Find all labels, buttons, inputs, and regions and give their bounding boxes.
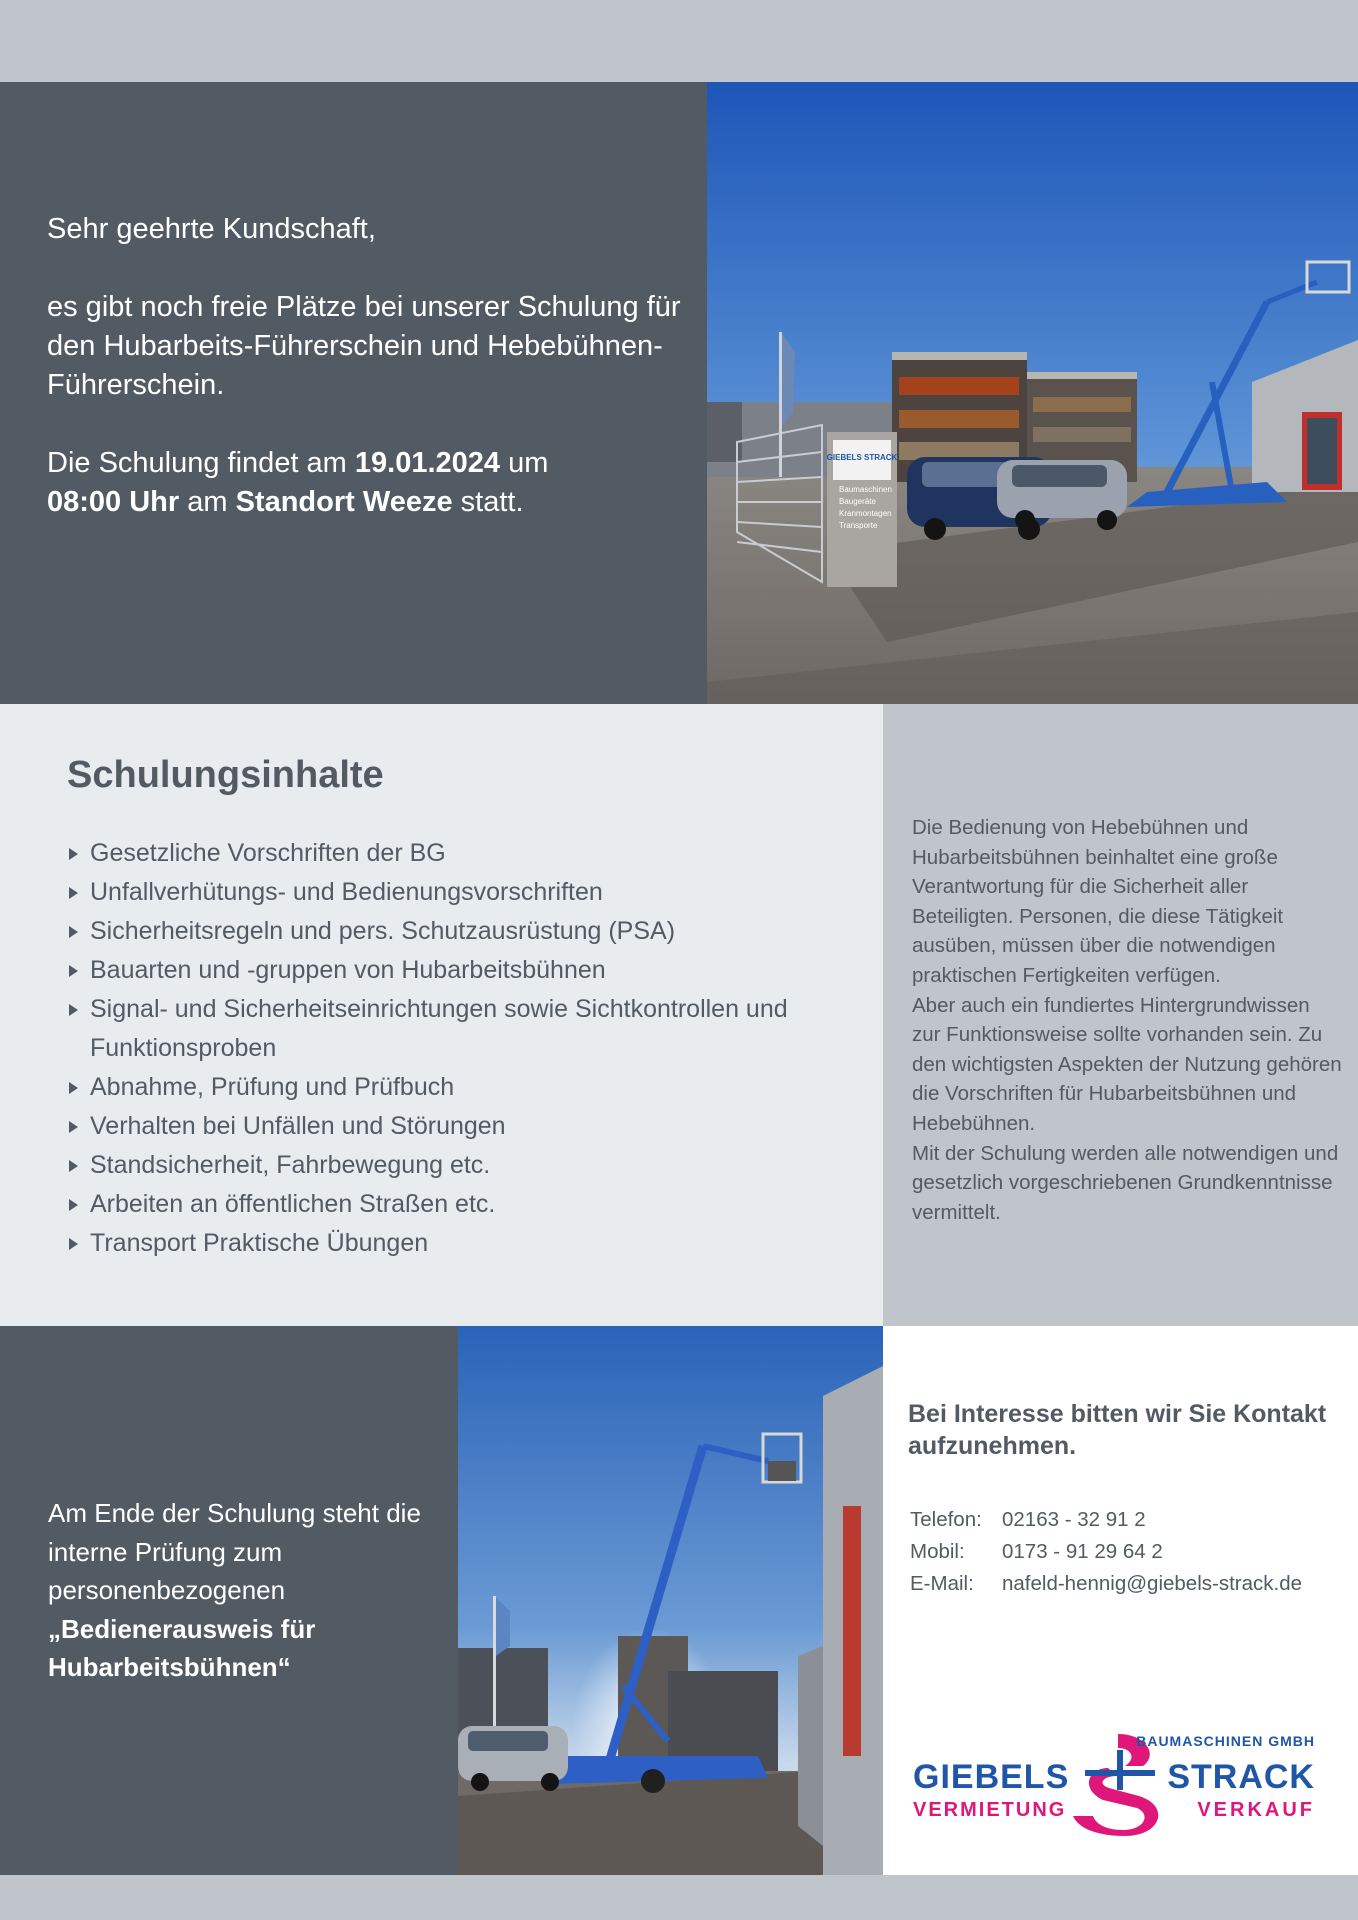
intro-text — [47, 210, 687, 561]
training-time: 08:00 Uhr — [47, 486, 180, 518]
contact-panel — [883, 1326, 1358, 1875]
exam-description: Am Ende der Schulung steht die interne Prüfung zum personenbezogenen — [48, 1498, 421, 1605]
yard-photo — [707, 82, 1358, 704]
schedule-suffix: statt. — [452, 486, 524, 518]
content-item: Unfallverhütungs- und Bedienungsvorschriften — [67, 873, 847, 912]
contact-heading: Bei Interesse bitten wir Sie Kontakt aufzunehmen. — [908, 1400, 1327, 1460]
phone-label: Telefon: — [910, 1508, 982, 1531]
sign-line-4: Transporte — [839, 521, 878, 530]
phone-number[interactable]: 02163 - 32 91 2 — [1002, 1508, 1146, 1531]
description-p1: Die Bedienung von Hebebühnen und Hubarbeitsbühnen beinhaltet eine große Verantwortung für die Sicherheit aller Beteiligten. Personen, die diese Tätigkeit ausüben, müssen über die notwendigen praktischen Fertigkeiten verfügen. — [912, 816, 1284, 987]
mobile-label: Mobil: — [910, 1540, 965, 1563]
intro-message: es gibt noch freie Plätze bei unserer Schulung für den Hubarbeits-Führerschein und Hebebühnen-Führerschein. — [47, 291, 681, 401]
content-item: Arbeiten an öffentlichen Straßen etc. — [67, 1185, 847, 1224]
content-item: Gesetzliche Vorschriften der BG — [67, 834, 847, 873]
location-prefix: am — [179, 486, 236, 518]
content-item: Sicherheitsregeln und pers. Schutzausrüstung (PSA) — [67, 912, 847, 951]
content-item: Abnahme, Prüfung und Prüfbuch — [67, 1068, 847, 1107]
mobile-row — [910, 1536, 1302, 1568]
sign-brand: GIEBELS STRACK — [826, 453, 898, 462]
email-label: E-Mail: — [910, 1572, 974, 1595]
content-list — [67, 834, 847, 1263]
logo-name-left: GIEBELS — [913, 1758, 1070, 1796]
bottom-band — [0, 1875, 1358, 1920]
time-prefix: um — [500, 447, 549, 479]
logo-name-right: STRACK — [1167, 1758, 1315, 1796]
certificate-name: „Bedienerausweis für Hubarbeitsbühnen“ — [48, 1613, 316, 1682]
email-link[interactable]: nafeld-hennig@giebels-strack.de — [1002, 1572, 1303, 1595]
sign-line-1: Baumaschinen — [839, 485, 892, 494]
greeting: Sehr geehrte Kundschaft, — [47, 213, 376, 245]
mobile-number[interactable]: 0173 - 91 29 64 2 — [1002, 1540, 1163, 1563]
description-panel — [883, 704, 1358, 1326]
top-band — [0, 0, 1358, 82]
training-location: Standort Weeze — [235, 486, 453, 518]
description-p2: Aber auch ein fundiertes Hintergrundwissen zur Funktionsweise sollte vorhanden sein. Zu den wichtigsten Aspekten der Nutzung gehören die Vorschriften für Hubarbeitsbühnen und Hebebühnen. — [912, 993, 1342, 1135]
company-logo — [913, 1726, 1323, 1836]
content-item: Bauarten und -gruppen von Hubarbeitsbühnen — [67, 951, 847, 990]
logo-tag-right: VERKAUF — [1197, 1799, 1315, 1821]
schedule — [47, 444, 687, 522]
content-item: Verhalten bei Unfällen und Störungen — [67, 1107, 847, 1146]
content-item: Transport Praktische Übungen — [67, 1224, 847, 1263]
logo-tag-left: VERMIETUNG — [913, 1799, 1067, 1821]
logo-company-type: BAUMASCHINEN GMBH — [1136, 1733, 1315, 1749]
lift-photo — [458, 1326, 883, 1875]
content-item: Standsicherheit, Fahrbewegung etc. — [67, 1146, 847, 1185]
contact-details — [910, 1504, 1302, 1600]
training-date: 19.01.2024 — [354, 447, 501, 479]
description-p3: Mit der Schulung werden alle notwendigen und gesetzlich vorgeschriebenen Grundkenntnisse vermittelt. — [912, 1141, 1339, 1224]
content-title: Schulungsinhalte — [67, 754, 384, 796]
content-panel — [0, 704, 883, 1326]
sign-line-3: Kranmontagen — [839, 509, 892, 518]
sign-line-2: Baugeräte — [839, 497, 876, 506]
exam-text — [48, 1494, 428, 1687]
phone-row — [910, 1504, 1302, 1536]
email-row — [910, 1568, 1302, 1600]
intro-panel — [0, 82, 707, 704]
content-item: Signal- und Sicherheitseinrichtungen sowie Sichtkontrollen und Funktionsproben — [67, 990, 847, 1068]
exam-panel — [0, 1326, 458, 1875]
date-prefix: Die Schulung findet am — [47, 447, 355, 479]
description-text — [912, 813, 1342, 1227]
